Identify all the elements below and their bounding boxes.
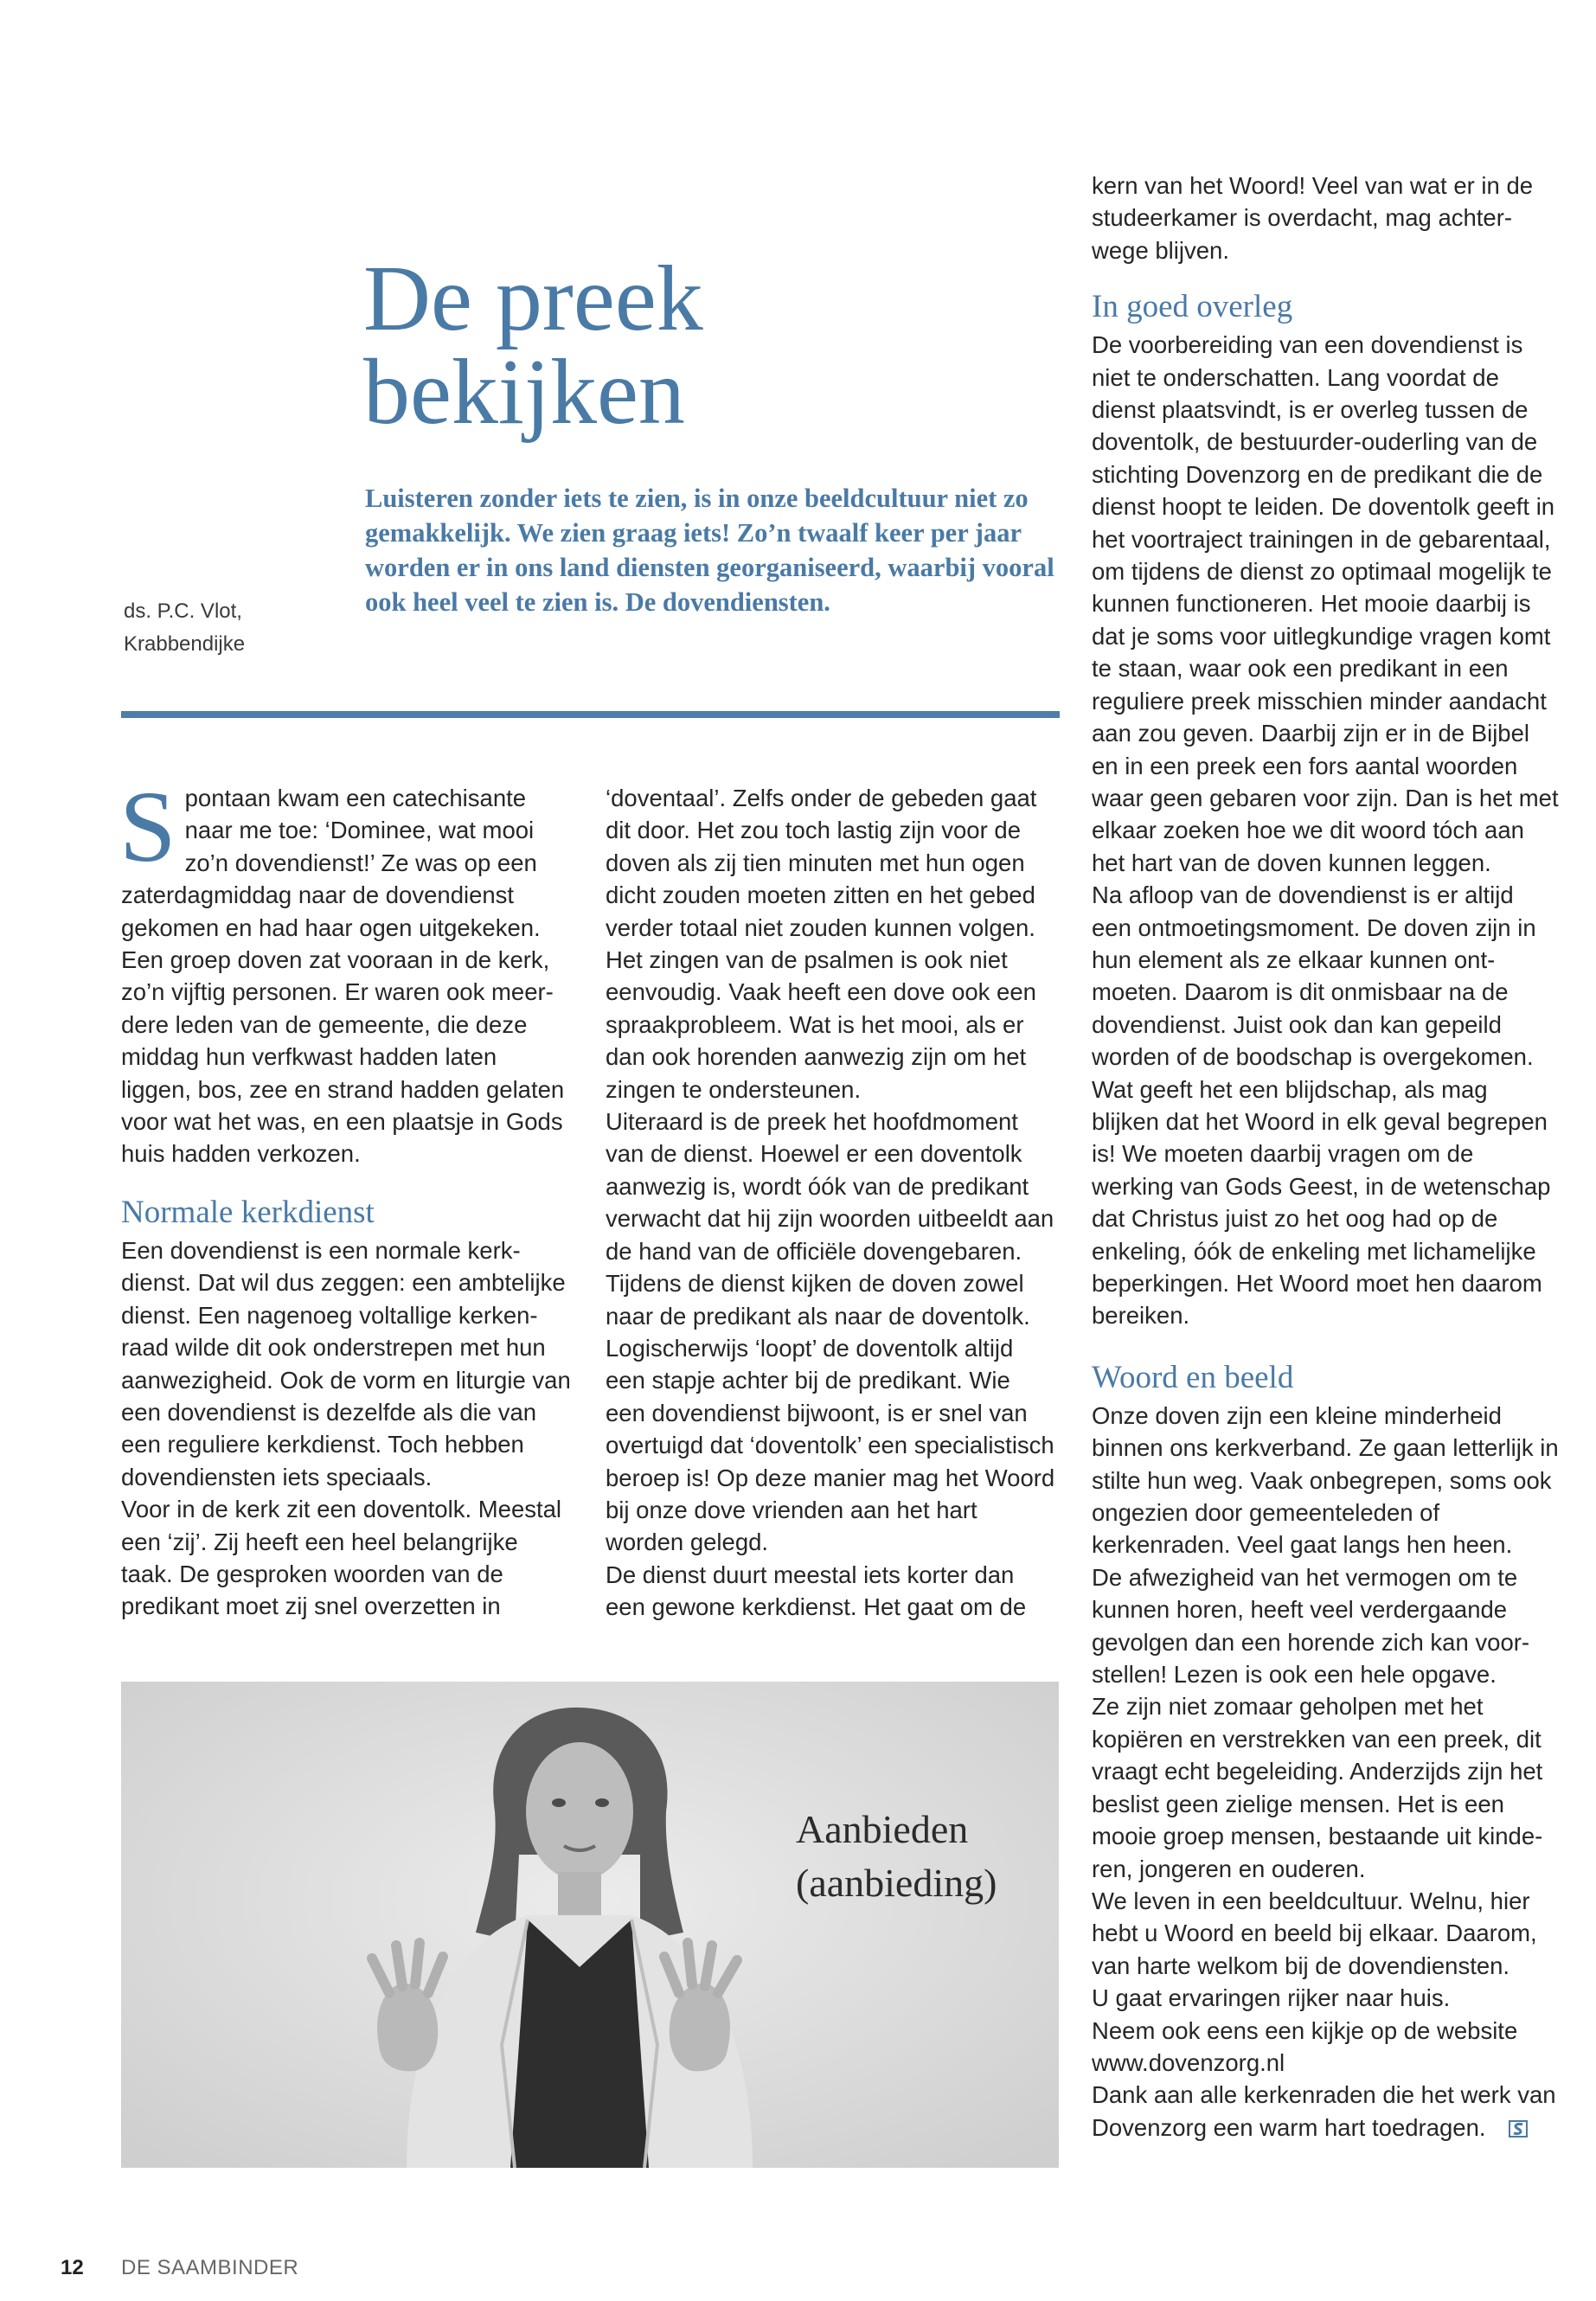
- paragraph: Onze doven zijn een kleine minderheid binnen ons kerkverband. Ze gaan letterlijk in stilte hun weg. Vaak onbegrepen, soms ook ongezien door gemeenteleden of kerkenraden. Veel gaat langs hen heen.: [1092, 1401, 1559, 1559]
- paragraph: Neem ook eens een kijkje op de website www.dovenzorg.nl: [1092, 2016, 1518, 2076]
- paragraph: [119, 770, 571, 1170]
- author-place: Krabbendijke: [124, 632, 246, 656]
- paragraph: Ze zijn niet zomaar geholpen met het kopiëren en verstrekken van een preek, dit vraagt echt begeleiding. Anderzijds zijn het beslist geen zielige mensen. Het is een mooie groep mensen, bestaande uit kinderen, jongeren en ouderen.: [1092, 1693, 1543, 1882]
- paragraph: De dienst duurt meestal iets korter dan een gewone kerkdienst. Het gaat om de: [606, 1561, 1027, 1621]
- paragraph-text: Dank aan alle kerkenraden die het werk van Dovenzorg een warm hart toedragen.: [1092, 2081, 1556, 2141]
- paragraph: Uiteraard is de preek het hoofdmoment van de dienst. Hoewel er een doventolk aanwezig is, wordt óók van de predikant verwacht dat hij zijn woorden uitbeeldt aan de hand van de officiële dovengebaren. Tijdens de dienst kijken de doven zowel naar de predikant als naar de doventolk. Logischerwijs ‘loopt’ de doventolk altijd een stapje achter bij de predikant. Wie een dovendienst bijwoont, is er snel van overtuigd dat ‘doventolk’ een specialistisch beroep is! Op deze manier mag het Woord bij onze dove vrienden aan het hart worden gelegd.: [606, 1108, 1055, 1556]
- sign-language-photo: [121, 1682, 1059, 2168]
- subheading-normale-kerkdienst: Normale kerkdienst: [121, 1194, 375, 1230]
- paragraph: ‘doventaal’. Zelfs onder de gebeden gaat dit door. Het zou toch lastig zijn voor de doven als zij tien minuten met hun ogen dicht zouden moeten zitten en het gebed verder totaal niet zouden kunnen volgen. Het zingen van de psalmen is ook niet eenvoudig. Vaak heeft een dove ook een spraakprobleem. Wat is het mooi, als er dan ook horenden aanwezig zijn om het zingen te ondersteunen.: [606, 785, 1037, 1103]
- paragraph: kern van het Woord! Veel van wat er in de studeerkamer is overdacht, mag achterwege blijven.: [1092, 172, 1534, 264]
- body-column-3: [1092, 170, 1559, 2144]
- sign-caption: [796, 1803, 1059, 1910]
- end-mark-icon: [1509, 2119, 1528, 2138]
- paragraph: De afwezigheid van het vermogen om te kunnen horen, heeft veel verdergaande gevolgen dan een horende zich kan voorstellen! Lezen is ook een hele opgave.: [1092, 1563, 1530, 1689]
- interpreter-illustration: [121, 1682, 1059, 2168]
- header-divider: [121, 711, 1060, 718]
- paragraph-text: pontaan kwam een catechisante naar me toe: ‘Dominee, wat mooi zo’n dovendienst!’ Ze was op een zaterdagmiddag naar de dovendienst gekomen en had haar ogen uitgekeken. Een groep doven zat vooraan in de kerk, zo’n vijftig personen. Er waren ook meerdere leden van de gemeente, die deze middag hun verfkwast hadden laten liggen, bos, zee en strand hadden gelaten voor wat het was, en een plaatsje in Gods huis hadden verkozen.: [121, 785, 565, 1168]
- sign-caption-line-2: (aanbieding): [796, 1861, 997, 1905]
- paragraph: [1092, 2079, 1559, 2144]
- author-name: ds. P.C. Vlot,: [124, 599, 242, 623]
- article-title-line-2: bekijken: [363, 341, 685, 444]
- publication-name: DE SAAMBINDER: [121, 2256, 299, 2279]
- body-column-1: [119, 770, 571, 1623]
- article-intro: Luisteren zonder iets te zien, is in onze beeldcultuur niet zo gemakkelijk. We zien graag iets! Zo’n twaalf keer per jaar worden er in ons land diensten georganiseerd, waarbij vooral ook heel veel te zien is. De dovendiensten.: [365, 484, 1054, 617]
- paragraph: Na afloop van de dovendienst is er altijd een ontmoetingsmoment. De doven zijn in hun element als ze elkaar kunnen ontmoeten. Daarom is dit onmisbaar na de dovendienst. Juist ook dan kan gepeild worden of de boodschap is overgekomen. Wat geeft het een blijdschap, als mag blijken dat het Woord in elk geval begrepen is! We moeten daarbij vragen om de werking van Gods Geest, in de wetenschap dat Christus juist zo het oog had op de enkeling, óók de enkeling met lichamelijke beperkingen. Het Woord moet hen daarom bereiken.: [1092, 881, 1551, 1330]
- drop-cap: S: [119, 770, 176, 883]
- subheading-in-goed-overleg: In goed overleg: [1092, 289, 1293, 325]
- body-column-2: [606, 782, 1055, 1624]
- article-title-line-1: De preek: [363, 247, 703, 350]
- paragraph: We leven in een beeldcultuur. Welnu, hier hebt u Woord en beeld bij elkaar. Daarom, van harte welkom bij de dovendiensten.: [1092, 1887, 1537, 1979]
- article-title: [363, 247, 969, 444]
- paragraph: De voorbereiding van een dovendienst is niet te onderschatten. Lang voordat de dienst plaatsvindt, is er overleg tussen de doventolk, de bestuurder-ouderling van de stichting Dovenzorg en de predikant die de dienst hoopt te leiden. De doventolk geeft in het voortraject trainingen in de gebarentaal, om tijdens de dienst zo optimaal mogelijk te kunnen functioneren. Het mooie daarbij is dat je soms voor uitlegkundige vragen komt te staan, waar ook een predikant in een reguliere preek misschien minder aandacht aan zou geven. Daarbij zijn er in de Bijbel en in een preek een fors aantal woorden waar geen gebaren voor zijn. Dan is het met elkaar zoeken hoe we dit woord tóch aan het hart van de doven kunnen leggen.: [1092, 331, 1559, 876]
- sign-caption-line-1: Aanbieden: [796, 1807, 969, 1851]
- subheading-woord-en-beeld: Woord en beeld: [1092, 1359, 1294, 1395]
- paragraph: U gaat ervaringen rijker naar huis.: [1092, 1984, 1451, 2012]
- paragraph: Voor in de kerk zit een doventolk. Meestal een ‘zij’. Zij heeft een heel belangrijke taak. De gesproken woorden van de predikant moet zij snel overzetten in: [121, 1496, 562, 1620]
- paragraph: Een dovendienst is een normale kerkdienst. Dat wil dus zeggen: een ambtelijke dienst. Een nagenoeg voltallige kerkenraad wilde dit ook onderstrepen met hun aanwezigheid. Ook de vorm en liturgie van een dovendienst is dezelfde als die van een reguliere kerkdienst. Toch hebben dovendiensten iets speciaals.: [121, 1236, 571, 1490]
- author-byline: [124, 595, 340, 661]
- page-number: 12: [61, 2256, 84, 2279]
